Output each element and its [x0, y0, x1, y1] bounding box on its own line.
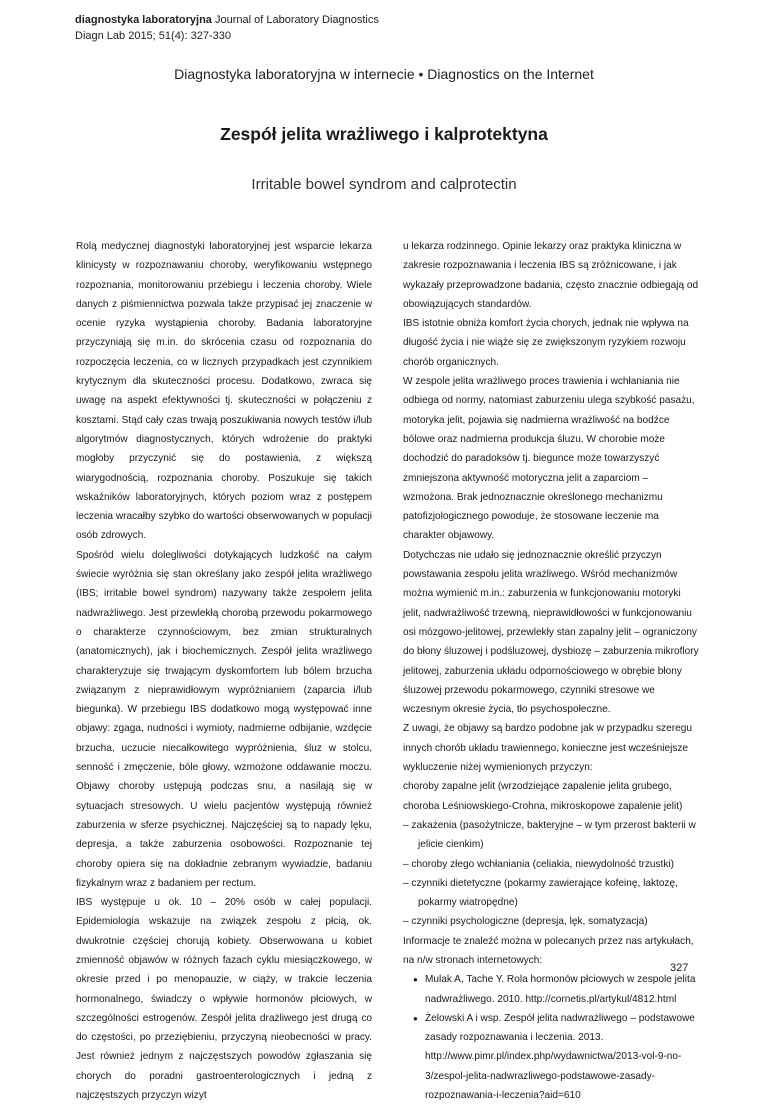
- reference-text[interactable]: Mulak A, Tache Y. Rola hormonów płciowych w zespole jelita nadwrażliwego. 2010. http://cornetis.pl/artykul/4812.html: [425, 974, 696, 1005]
- paragraph: Z uwagi, że objawy są bardzo podobne jak w przypadku szeregu innych chorób układu trawiennego, konieczne jest wcześniejsze wykluczenie niżej wymienionych przyczyn:: [403, 723, 692, 774]
- article-subtitle: Irritable bowel syndrom and calprotectin: [251, 176, 517, 193]
- section-heading: Diagnostyka laboratoryjna w internecie • Diagnostics on the Internet: [174, 66, 594, 82]
- dash-item: – choroby złego wchłaniania (celiakia, niewydolność trzustki): [403, 858, 674, 870]
- reference-item: [403, 970, 699, 1009]
- paragraph: Dotychczas nie udało się jednoznacznie określić przyczyn powstawania zespołu jelita wrażliwego. Wśród mechanizmów można wymienić m.in.: zaburzenia w funkcjonowaniu motoryki jelit, nadwrażliwość trzewną, nieprawidłowości w funkcjonowaniu osi mózgowo-jelitowej, przewlekły stan zapalny jelit – ograniczony do błony śluzowej i podśluzowej, dysbiozę – zaburzenia mikroflory jelitowej, zaburzenia układu odpornościowego w obrębie błony śluzowej przewodu pokarmowego, czynniki stresowe we wczesnym okresie życia, tło psychospołeczne.: [403, 549, 699, 716]
- paragraph: Spośród wielu dolegliwości dotykających ludzkość na całym świecie wyróżnia się stan określany jako zespół jelita wrażliwego (IBS; irritable bowel syndrom) nazywany także zespołem jelita nadwrażliwego. Jest przewlekłą chorobą przewodu pokarmowego o charakterze czynnościowym, bez zmian strukturalnych (anatomicznych), jak i biochemicznych. Zespół jelita wrażliwego charakteryzuje się trwającym dyskomfortem lub bólem brzucha związanym z nieprawidłowym wypróżnianiem (zaparcia i/lub biegunka). W przebiegu IBS dodatkowo mogą występować inne objawy: zgaga, nudności i wymioty, nadmierne odbijanie, wzdęcie brzucha, uczucie niecałkowitego wypróżnienia, śluz w stolcu, senność i zmęczenie, bóle głowy, wzmożone oddawanie moczu. Objawy choroby ustępują podczas snu, a nasilają się w sytuacjach stresowych. U wielu pacjentów występują również zaburzenia w sferze psychicznej. Najczęściej są to napady lęku, depresja, a także zaburzenia osobowości. Rozpoznanie tej choroby opiera się na dokładnie zebranym wywiadzie, badaniu fizykalnym wraz z badaniem per rectum.: [76, 549, 372, 889]
- bullet-icon: ●: [413, 975, 418, 985]
- article-title: Zespół jelita wrażliwego i kalprotektyna: [220, 124, 548, 144]
- links-intro: Informacje te znaleźć można w polecanych przez nas artykułach, na n/w stronach internetowych:: [403, 935, 694, 966]
- reference-text[interactable]: Żelowski A i wsp. Zespół jelita nadwrażliwego – podstawowe zasady rozpoznawania i leczenia. 2013. http://www.pimr.pl/index.php/wydawnictwa/2013-vol-9-no-3/zespol-jelita-nadwrazliwego-podstawowe-zasady-rozpoznawania-i-leczenia?aid=610: [425, 1012, 695, 1102]
- paragraph: IBS istotnie obniża komfort życia chorych, jednak nie wpływa na długość życia i nie wiąże się ze zwiększonym ryzykiem rozwoju chorób organicznych.: [403, 318, 689, 368]
- journal-name-en: Journal of Laboratory Diagnostics: [215, 14, 379, 26]
- journal-title-line: [75, 12, 379, 28]
- paragraph: u lekarza rodzinnego. Opinie lekarzy oraz praktyka kliniczna w zakresie rozpoznawania i leczenia IBS są zróżnicowane, i jak wykazały przeprowadzone badania, często znacznie odbiegają od obowiązujących standardów.: [403, 241, 699, 310]
- right-column: [403, 237, 699, 1105]
- citation: Diagn Lab 2015; 51(4): 327-330: [75, 30, 231, 42]
- paragraph: Rolą medycznej diagnostyki laboratoryjnej jest wsparcie lekarza klinicysty w rozpoznawaniu choroby, weryfikowaniu wstępnego rozpoznania, monitorowaniu przebiegu i leczenia choroby. Wiele danych z piśmiennictwa pozwala także przypisać jej znaczenie w ocenie ryzyka wystąpienia choroby. Badania laboratoryjne przyczyniają się m.in. do skrócenia czasu od rozpoznania do rozpoczęcia leczenia, co w licznych przypadkach jest czynnikiem krytycznym dla skuteczności procesu. Dodatkowo, zwraca się uwagę na aspekt efektywności tj. skuteczności w połączeniu z kosztami. Stąd cały czas trwają poszukiwania nowych testów i/lub algorytmów diagnostycznych, których wdrożenie do praktyki mogłoby przyczynić się do postawienia, z większą wiarygodnością, rozpoznania choroby. Poszukuje się takich wskaźników laboratoryjnych, których poziom wraz z postępem leczenia wracałby szybko do wartości obserwowanych w populacji osób zdrowych.: [76, 241, 372, 542]
- dash-item: – czynniki dietetyczne (pokarmy zawierające kofeinę, laktozę, pokarmy wiatropędne): [403, 877, 678, 909]
- reference-list: [403, 970, 699, 1105]
- dash-item: – czynniki psychologiczne (depresja, lęk, somatyzacja): [403, 916, 648, 928]
- journal-name-pl: diagnostyka laboratoryjna: [75, 14, 212, 26]
- left-column: [76, 237, 372, 1105]
- bullet-icon: ●: [413, 1013, 418, 1023]
- page-number: 327: [670, 962, 689, 974]
- paragraph: choroby zapalne jelit (wrzodziejące zapalenie jelita grubego, choroba Leśniowskiego-Crohna, mikroskopowe zapalenie jelit): [403, 781, 683, 812]
- paragraph: W zespole jelita wrażliwego proces trawienia i wchłaniania nie odbiega od normy, natomiast zaburzeniu ulega szybkość pasażu, motoryka jelit, pojawia się nadmierna wrażliwość na bodźce bólowe oraz nadmierna produkcja śluzu. W chorobie może dochodzić do paradoksów tj. biegunce może towarzyszyć zmniejszona aktywność motoryczna jelit a zaparciom – wzmożona. Brak jednoznacznie określonego mechanizmu patofizjologicznego powoduje, że stosowane leczenie ma charakter objawowy.: [403, 376, 695, 542]
- dash-item: – zakażenia (pasożytnicze, bakteryjne – w tym przerost bakterii w jelicie cienkim): [403, 819, 696, 851]
- paragraph: IBS występuje u ok. 10 – 20% osób w całej populacji. Epidemiologia wskazuje na związek zespołu z płcią, ok. dwukrotnie częściej chorują kobiety. Obserwowana u kobiet zmienność objawów w różnych fazach cyklu miesiączkowego, w okresie przed i po menopauzie, w ciąży, w trakcie leczenia hormonalnego, świadczy o wpływie hormonów płciowych, w szczególności estrogenów. Zespół jelita drażliwego jest drugą co do częstości, po przeziębieniu, przyczyną nieobecności w pracy. Jest również jednym z najczęstszych powodów zgłaszania się chorych do poradni gastroenterologicznych i jedną z najczęstszych przyczyn wizyt: [76, 897, 372, 1102]
- reference-item: [403, 1009, 699, 1105]
- journal-header: [75, 12, 379, 44]
